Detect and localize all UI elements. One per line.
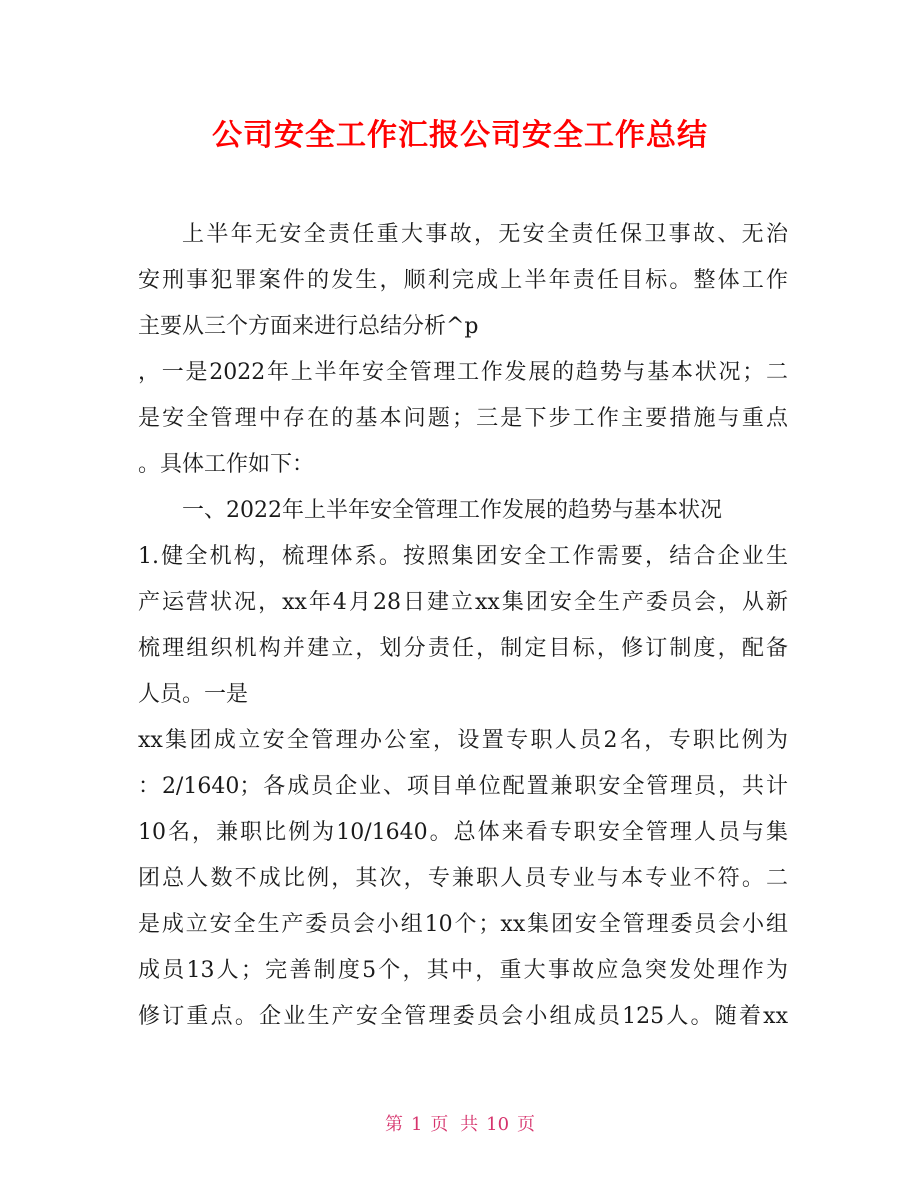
footer-prefix: 第 — [384, 1114, 403, 1135]
body-line: ，一是2022年上半年安全管理工作发展的趋势与基本状况；二 — [138, 360, 788, 385]
body-line: 。具体工作如下： — [138, 452, 315, 477]
section-heading: 一、2022年上半年安全管理工作发展的趋势与基本状况 — [182, 498, 722, 523]
body-line: 产运营状况，xx年4月28日建立xx集团安全生产委员会，从新 — [138, 590, 788, 615]
body-line: 是安全管理中存在的基本问题；三是下步工作主要措施与重点 — [138, 406, 788, 431]
footer-total-pages: 10 — [486, 1114, 510, 1135]
body-line: 上半年无安全责任重大事故，无安全责任保卫事故、无治 — [182, 222, 788, 247]
body-line: ：2/1640；各成员企业、项目单位配置兼职安全管理员，共计 — [138, 774, 788, 799]
page-footer — [0, 1112, 920, 1138]
body-line: 团总人数不成比例，其次，专兼职人员专业与本专业不符。二 — [138, 866, 788, 891]
body-line: 安刑事犯罪案件的发生，顺利完成上半年责任目标。整体工作 — [138, 268, 788, 293]
body-line: 梳理组织机构并建立，划分责任，制定目标，修订制度，配备 — [138, 636, 788, 661]
body-line: 1.健全机构，梳理体系。按照集团安全工作需要，结合企业生 — [138, 544, 788, 569]
body-line: 人员。一是 — [138, 682, 249, 707]
body-line: 是成立安全生产委员会小组10个；xx集团安全管理委员会小组 — [138, 912, 788, 937]
footer-suffix: 页 — [517, 1114, 536, 1135]
body-line: 修订重点。企业生产安全管理委员会小组成员125人。随着xx — [138, 1004, 788, 1029]
body-line: 10名，兼职比例为10/1640。总体来看专职安全管理人员与集 — [138, 820, 788, 845]
body-line: 成员13人；完善制度5个，其中，重大事故应急突发处理作为 — [138, 958, 788, 983]
body-line: 主要从三个方面来进行总结分析^p — [138, 314, 479, 339]
document-title: 公司安全工作汇报公司安全工作总结 — [212, 118, 708, 153]
footer-current-page: 1 — [410, 1114, 423, 1135]
body-line: xx集团成立安全管理办公室，设置专职人员2名，专职比例为 — [138, 728, 788, 753]
footer-middle: 页 共 — [430, 1114, 479, 1135]
document-body — [138, 212, 788, 1040]
